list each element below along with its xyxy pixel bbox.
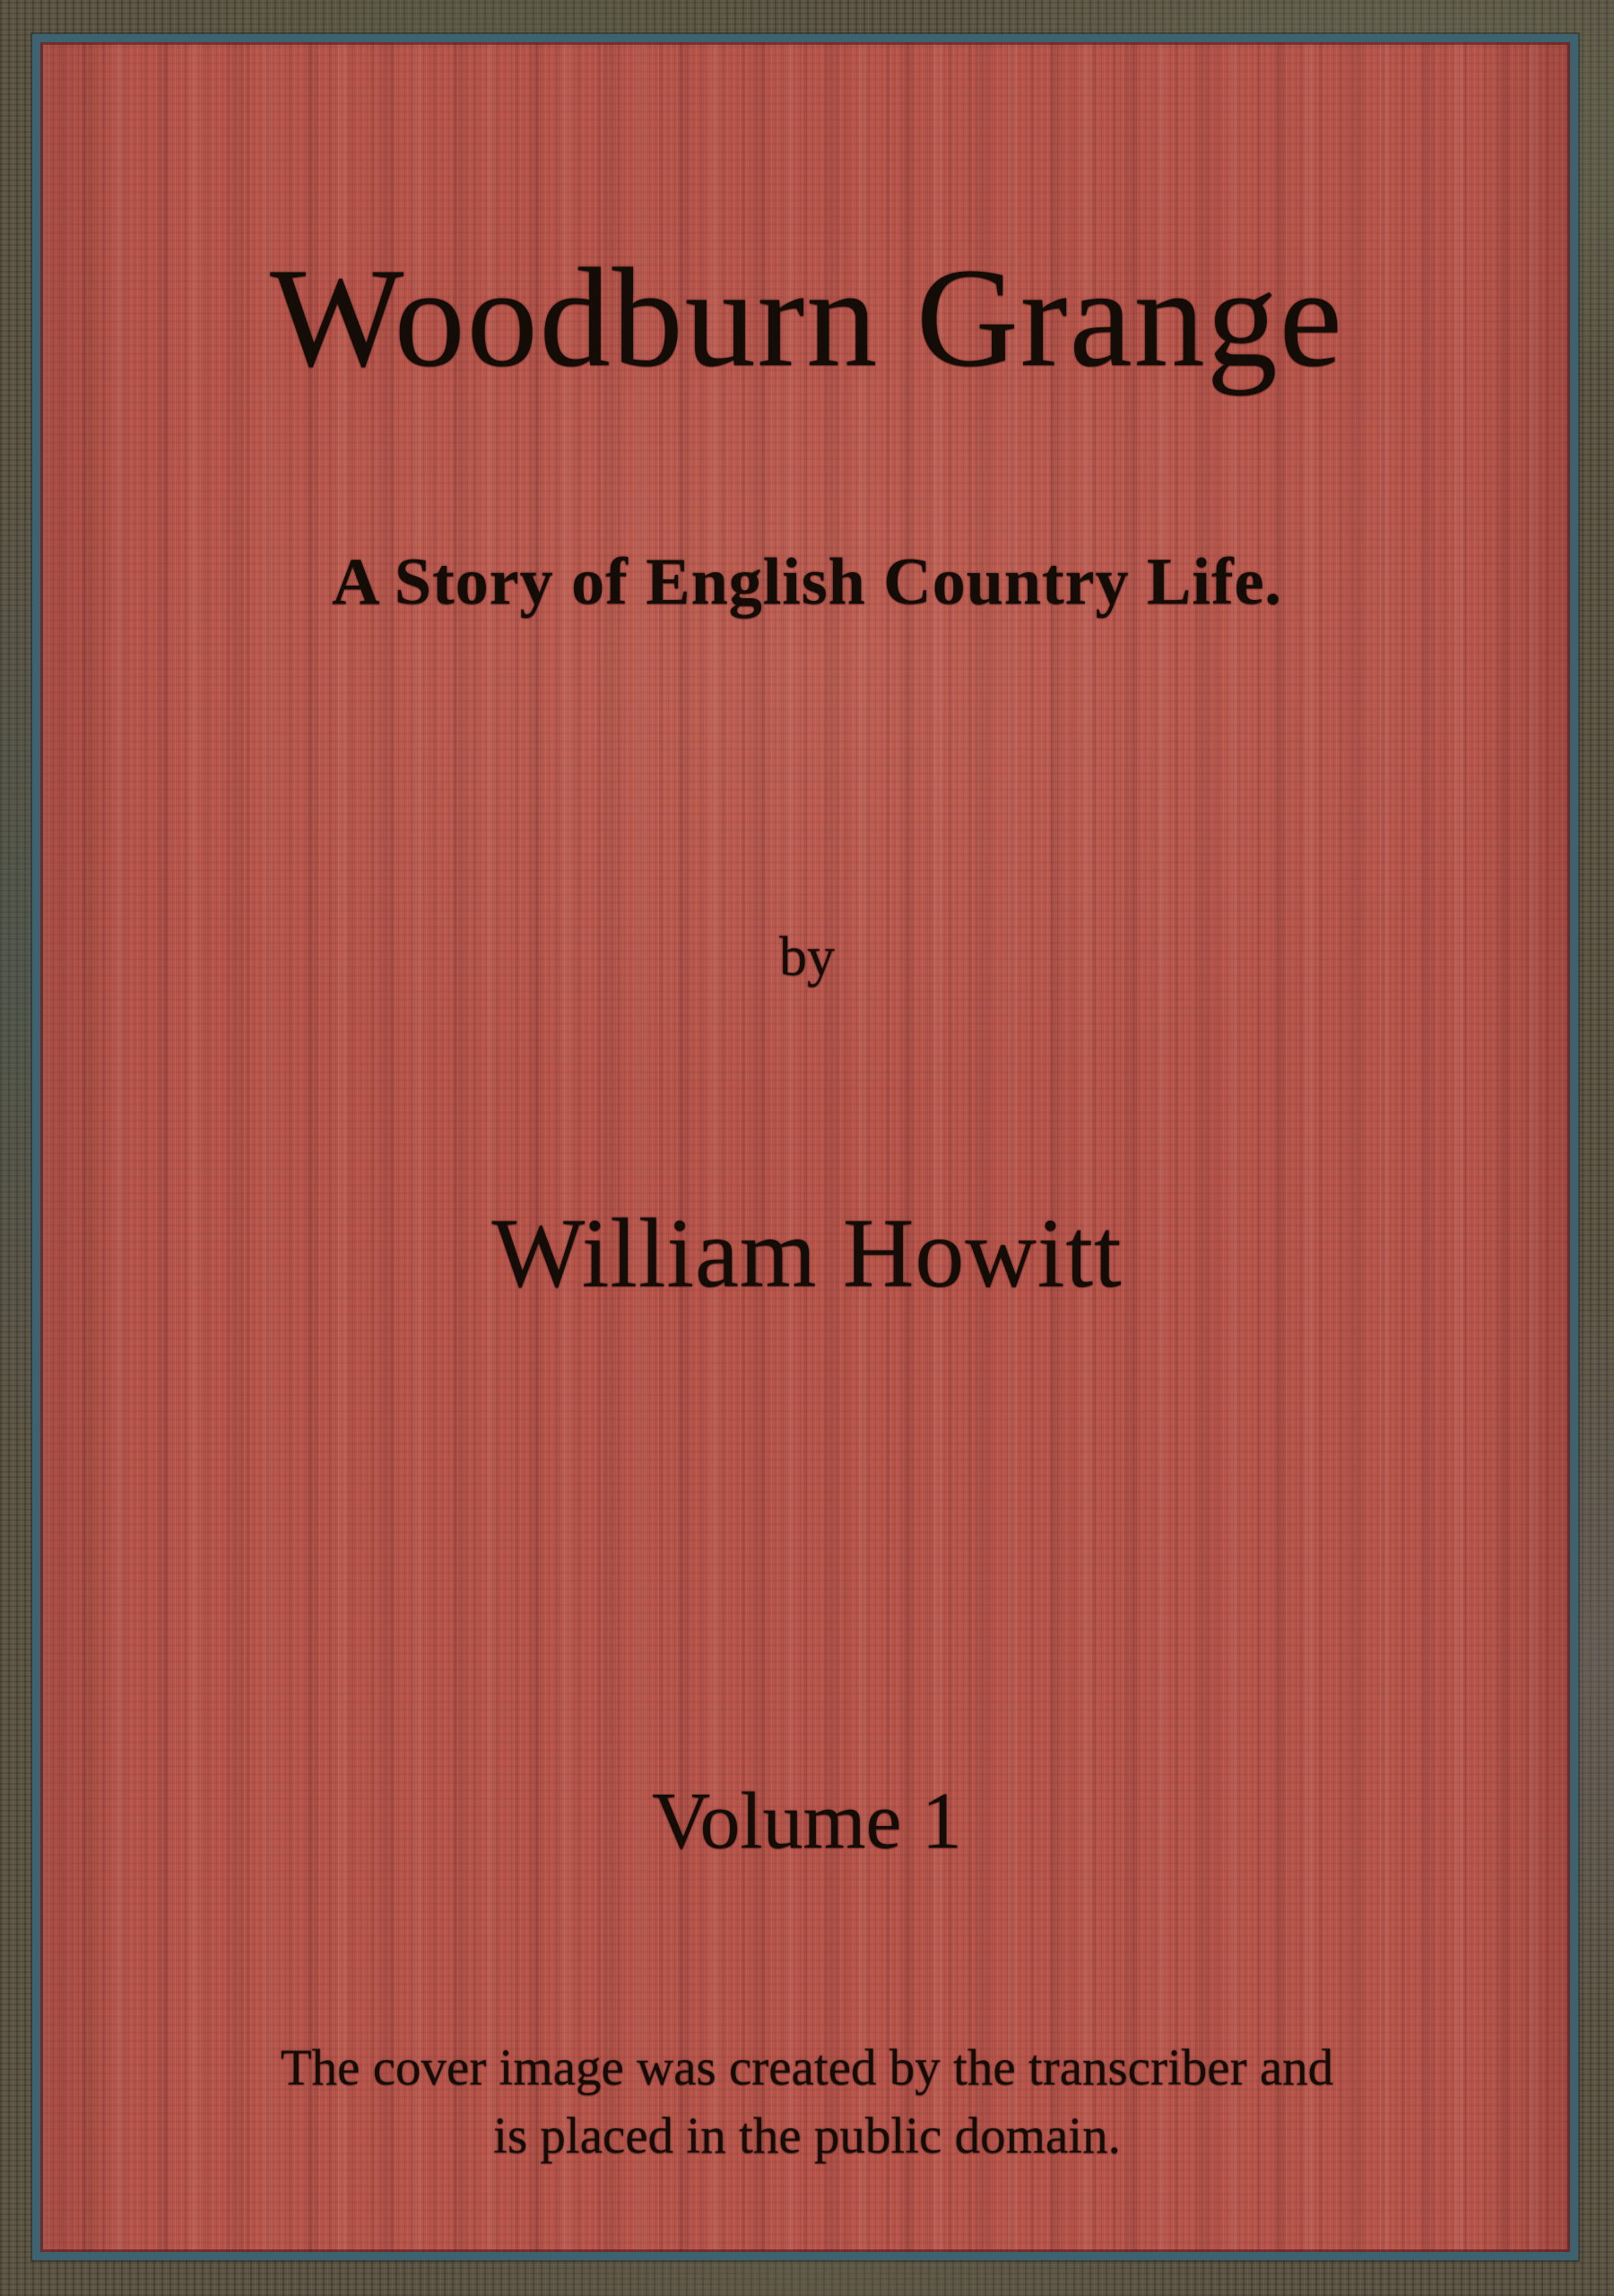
byline: by (779, 926, 835, 987)
author-name: William Howitt (491, 1198, 1123, 1308)
transcriber-note (0, 2034, 1614, 2170)
book-title: Woodburn Grange (270, 239, 1344, 396)
transcriber-note-line-2: is placed in the public domain. (493, 2108, 1121, 2164)
book-subtitle: A Story of English Country Life. (332, 545, 1282, 619)
transcriber-note-line-1: The cover image was created by the transcriber and (280, 2039, 1334, 2096)
volume-label: Volume 1 (652, 1777, 962, 1866)
